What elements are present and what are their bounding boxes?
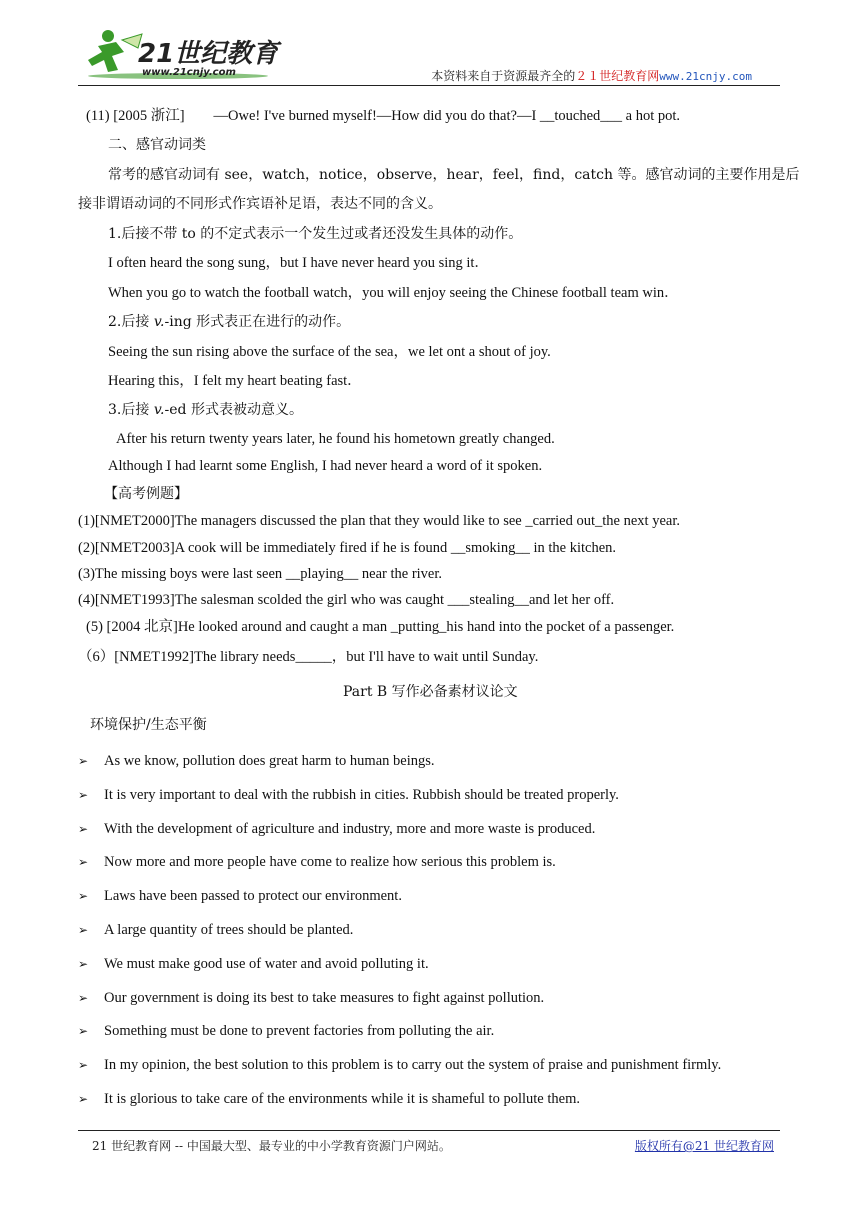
exam-question: (1)[NMET2000]The managers discussed the plan that they would like to see _carried out_the next year.: [78, 513, 680, 529]
exam-question: (2)[NMET2003]A cook will be immediately fired if he is found __smoking__ in the kitchen.: [78, 540, 617, 556]
footer-text: 21 世纪教育网 -- 中国最大型、最专业的中小学教育资源门户网站。: [92, 1139, 451, 1153]
exam-question: (3)The missing boys were last seen __playing__ near the river.: [78, 566, 443, 582]
example-3b: Although I had learnt some English, I had never heard a word of it spoken.: [108, 458, 543, 474]
topic-heading: 环境保护/生态平衡: [90, 717, 207, 733]
part-b-title: Part B 写作必备素材议论文: [343, 684, 518, 700]
arrow-bullet-icon: ➢: [78, 956, 89, 971]
svg-text:www.21cnjy.com: www.21cnjy.com: [142, 67, 236, 78]
header-rule: [78, 85, 780, 86]
bullet-text: In my opinion, the best solution to this problem is to carry out the system of praise and punishment firmly.: [104, 1057, 722, 1074]
source-note: 本资料来自于资源最齐全的２１世纪教育网www.21cnjy.com: [431, 69, 752, 83]
rule-3: 3.后接 v.-ed 形式表被动意义。: [108, 402, 303, 418]
rule-2: 2.后接 v.-ing 形式表正在进行的动作。: [108, 314, 351, 330]
bullet-text: Something must be done to prevent factories from polluting the air.: [104, 1023, 495, 1040]
site-link[interactable]: www.21cnjy.com: [659, 70, 752, 83]
bullet-text: Now more and more people have come to realize how serious this problem is.: [104, 854, 556, 871]
svg-text:21世纪教育: 21世纪教育: [138, 39, 279, 69]
example-3a: After his return twenty years later, he found his hometown greatly changed.: [116, 431, 555, 447]
arrow-bullet-icon: ➢: [78, 1092, 89, 1106]
rule-1: 1.后接不带 to 的不定式表示一个发生过或者还没发生具体的动作。: [108, 226, 523, 242]
bullet-text: Our government is doing its best to take measures to fight against pollution.: [104, 989, 545, 1006]
arrow-bullet-icon: ➢: [78, 754, 89, 768]
example-2b: Hearing this，I felt my heart beating fast．: [108, 373, 362, 389]
bullet-text: As we know, pollution does great harm to human beings.: [104, 753, 435, 769]
exam-question: （6）[NMET1992]The library needs_____，but I'll have to wait until Sunday.: [78, 649, 539, 665]
arrow-bullet-icon: ➢: [78, 889, 89, 904]
exam-heading: 【高考例题】: [104, 486, 188, 502]
arrow-bullet-icon: ➢: [78, 1058, 89, 1073]
exam-question: (4)[NMET1993]The salesman scolded the girl who was caught ___stealing__and let her off.: [78, 592, 615, 608]
intro-paragraph-line-1: 常考的感官动词有 see，watch，notice，observe，hear，feel，find，catch 等。感官动词的主要作用是后: [108, 167, 800, 183]
arrow-bullet-icon: ➢: [78, 1024, 89, 1039]
arrow-bullet-icon: ➢: [78, 990, 89, 1005]
section-heading: 二、感官动词类: [108, 137, 206, 153]
example-1a: I often heard the song sung，but I have never heard you sing it．: [108, 255, 489, 271]
copyright-link[interactable]: 版权所有@21 世纪教育网: [634, 1139, 774, 1153]
arrow-bullet-icon: ➢: [78, 787, 89, 802]
footer-rule: [78, 1130, 780, 1131]
bullet-text: A large quantity of trees should be planted.: [104, 922, 354, 938]
bullet-text: It is very important to deal with the rubbish in cities. Rubbish should be treated properly.: [104, 786, 619, 803]
arrow-bullet-icon: ➢: [78, 821, 89, 836]
site-logo: [78, 26, 298, 84]
question-11: (11) [2005 浙江] —Owe! I've burned myself!—How did you do that?—I __touched___ a hot pot.: [86, 108, 681, 124]
bullet-text: Laws have been passed to protect our environment.: [104, 888, 402, 905]
arrow-bullet-icon: ➢: [78, 923, 89, 937]
example-1b: When you go to watch the football watch，you will enjoy seeing the Chinese football team win．: [108, 285, 679, 301]
bullet-text: With the development of agriculture and industry, more and more waste is produced.: [104, 820, 596, 837]
bullet-text: It is glorious to take care of the environments while it is shameful to pollute them.: [104, 1091, 580, 1107]
arrow-bullet-icon: ➢: [78, 855, 89, 870]
runner-logo-icon: [78, 26, 298, 84]
exam-question: (5) [2004 北京]He looked around and caught a man _putting_his hand into the pocket of a passenger.: [86, 619, 675, 635]
bullet-text: We must make good use of water and avoid polluting it.: [104, 955, 429, 972]
intro-paragraph-line-2: 接非谓语动词的不同形式作宾语补足语，表达不同的含义。: [78, 196, 442, 212]
example-2a: Seeing the sun rising above the surface of the sea，we let ont a shout of joy.: [108, 344, 551, 360]
